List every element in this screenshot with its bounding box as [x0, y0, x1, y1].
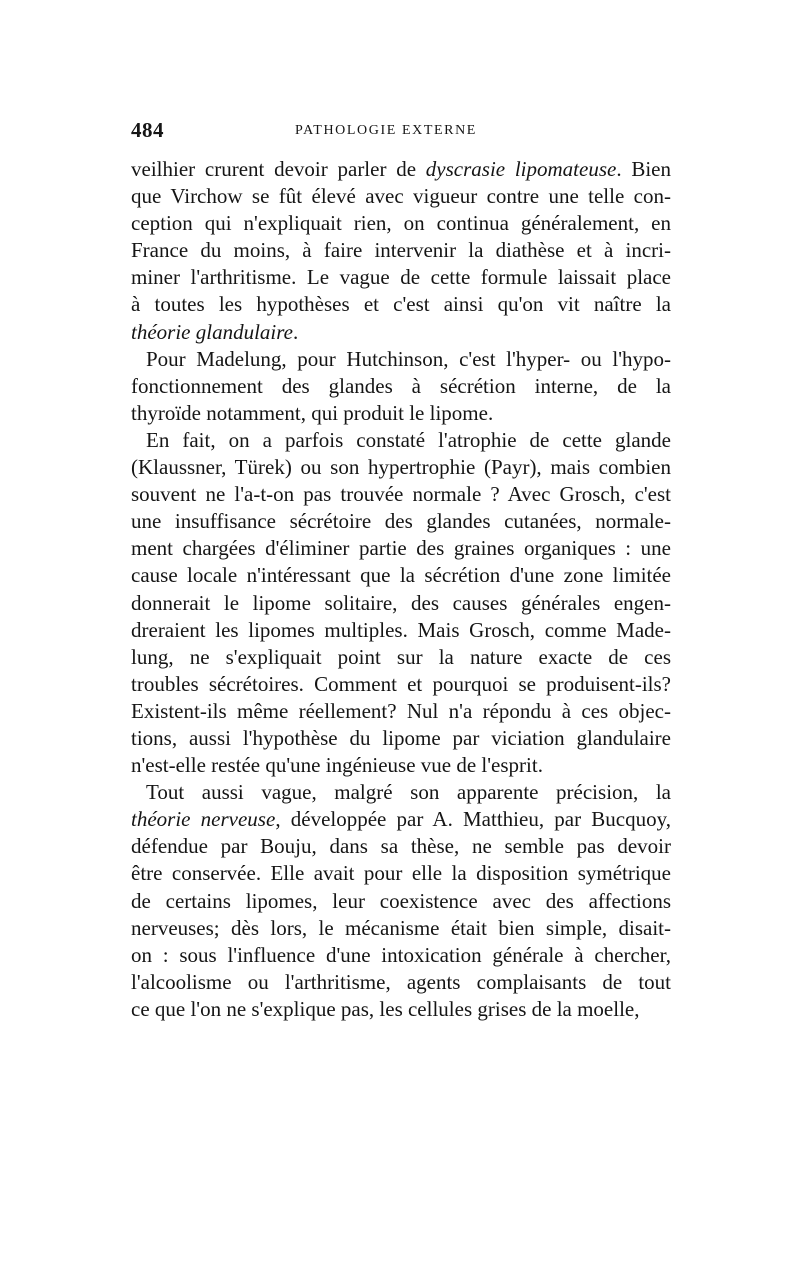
text-segment: thyroïde notamment, qui produit le lipome. — [131, 400, 494, 425]
text-segment: , développée par A. Matthieu, par Bucquoy, — [275, 807, 671, 832]
text-segment: Pour Madelung, pour Hutchinson, c'est l'hyper- ou l'hypo- — [146, 346, 671, 371]
text-segment: miner l'arthritisme. Le vague de cette formule laissait place — [131, 265, 671, 290]
text-line — [131, 156, 671, 183]
text-segment: France du moins, à faire intervenir la diathèse et à incri- — [131, 238, 671, 263]
text-line — [131, 237, 671, 264]
text-line — [131, 535, 671, 562]
text-segment: ment chargées d'éliminer partie des graines organiques : une — [131, 536, 671, 561]
text-segment: défendue par Bouju, dans sa thèse, ne semble pas devoir — [131, 834, 671, 859]
text-line — [131, 400, 671, 427]
text-segment: nerveuses; dès lors, le mécanisme était bien simple, disait- — [131, 915, 671, 940]
text-line — [131, 725, 671, 752]
text-line — [131, 942, 671, 969]
text-line — [131, 481, 671, 508]
page-number: 484 — [131, 118, 164, 142]
text-line — [131, 373, 671, 400]
text-segment: . — [292, 319, 299, 344]
text-segment: fonctionnement des glandes à sécrétion interne, de la — [131, 373, 671, 398]
text-line — [131, 698, 671, 725]
text-segment: être conservée. Elle avait pour elle la disposition symétrique — [131, 861, 671, 886]
text-segment: n'est-elle restée qu'une ingénieuse vue de l'esprit. — [131, 753, 543, 778]
text-segment: ce que l'on ne s'explique pas, les cellules grises de la moelle, — [131, 996, 640, 1021]
text-segment: En fait, on a parfois constaté l'atrophie de cette glande — [146, 427, 671, 452]
text-line — [131, 617, 671, 644]
text-segment: lung, ne s'expliquait point sur la nature exacte de ces — [131, 644, 671, 669]
text-line — [131, 508, 671, 535]
text-line — [131, 671, 671, 698]
text-segment: dreraient les lipomes multiples. Mais Grosch, comme Made- — [131, 617, 671, 642]
text-segment: à toutes les hypothèses et c'est ainsi qu'on vit naître la — [131, 292, 671, 317]
text-line — [131, 915, 671, 942]
text-line — [131, 454, 671, 481]
text-line — [131, 590, 671, 617]
text-segment: troubles sécrétoires. Comment et pourquoi se produisent-ils? — [131, 671, 671, 696]
text-segment: l'alcoolisme ou l'arthritisme, agents complaisants de tout — [131, 969, 671, 994]
text-segment: une insuffisance sécrétoire des glandes cutanées, normale- — [131, 509, 671, 534]
text-line — [131, 996, 671, 1023]
text-line — [131, 427, 671, 454]
text-segment: souvent ne l'a-t-on pas trouvée normale ? Avec Grosch, c'est — [131, 482, 671, 507]
text-line — [131, 210, 671, 237]
text-line — [131, 833, 671, 860]
running-head: PATHOLOGIE EXTERNE — [295, 123, 477, 138]
body-text — [131, 156, 671, 1023]
text-line — [131, 183, 671, 210]
page-header — [131, 118, 671, 148]
italic-text: théorie glandulaire — [131, 319, 293, 344]
text-segment: . Bien — [616, 157, 671, 181]
text-line — [131, 752, 671, 779]
text-segment: Existent-ils même réellement? Nul n'a répondu à ces objec- — [131, 698, 671, 723]
paragraph — [131, 427, 671, 779]
text-line — [131, 806, 671, 833]
text-segment: Tout aussi vague, malgré son apparente précision, la — [146, 780, 671, 805]
text-segment: (Klaussner, Türek) ou son hypertrophie (Payr), mais combien — [131, 455, 671, 480]
text-line — [131, 779, 671, 806]
paragraph — [131, 346, 671, 427]
italic-text: dyscrasie lipomateuse — [425, 157, 617, 181]
text-segment: donnerait le lipome solitaire, des causes générales engen- — [131, 590, 671, 615]
text-segment: que Virchow se fût élevé avec vigueur contre une telle con- — [131, 184, 671, 209]
text-segment: on : sous l'influence d'une intoxication générale à chercher, — [131, 942, 671, 967]
text-line — [131, 888, 671, 915]
text-line — [131, 264, 671, 291]
paragraph — [131, 779, 671, 1023]
text-line — [131, 644, 671, 671]
text-segment: cause locale n'intéressant que la sécrétion d'une zone limitée — [131, 563, 671, 588]
paragraph — [131, 156, 671, 346]
text-line — [131, 319, 671, 346]
text-line — [131, 346, 671, 373]
text-line — [131, 969, 671, 996]
text-segment: ception qui n'expliquait rien, on continua généralement, en — [131, 211, 671, 236]
text-segment: veilhier crurent devoir parler de — [131, 157, 426, 181]
italic-text: théorie nerveuse — [131, 807, 276, 832]
text-line — [131, 562, 671, 589]
text-line — [131, 860, 671, 887]
text-segment: de certains lipomes, leur coexistence avec des affections — [131, 888, 671, 913]
text-segment: tions, aussi l'hypothèse du lipome par viciation glandulaire — [131, 725, 671, 750]
text-line — [131, 291, 671, 318]
